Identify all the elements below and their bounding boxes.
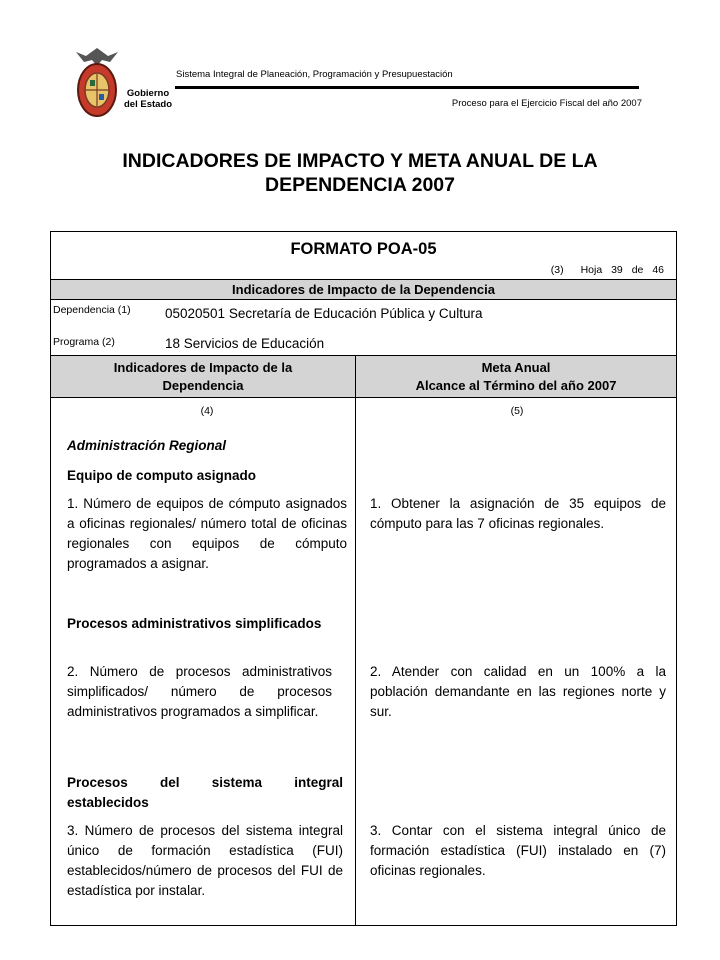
column-header-goal-line2: Alcance al Término del año 2007: [415, 377, 617, 393]
column-header-indicators: [51, 356, 355, 397]
ref-number: (3): [550, 264, 564, 276]
programa-value: 18 Servicios de Educación: [165, 336, 325, 351]
government-line2: del Estado: [124, 99, 173, 110]
government-line1: Gobierno: [126, 88, 170, 99]
goal-2: 2. Atender con calidad en un 100% a la población demandante en las regiones norte y sur.: [370, 664, 666, 719]
programa-label: Programa (2): [53, 336, 115, 348]
column-number-left: (4): [200, 405, 214, 417]
goal-3: 3. Contar con el sistema integral único de formación estadística (FUI) instalado en (7) oficinas regionales.: [370, 823, 666, 878]
column-header-indicators-line2: Dependencia: [162, 377, 244, 393]
form-poa-05: [50, 231, 677, 926]
column-number-right: (5): [510, 405, 524, 417]
column-header-indicators-line1: Indicadores de Impacto de la: [113, 359, 293, 375]
page-title: INDICADORES DE IMPACTO Y META ANUAL DE LA DEPENDENCIA 2007: [122, 150, 598, 196]
sheet-of: de: [631, 264, 644, 276]
region-heading: Administración Regional: [67, 438, 227, 453]
dependencia-value: 05020501 Secretaría de Educación Pública y Cultura: [165, 306, 483, 321]
indicator-1: 1. Número de equipos de cómputo asignados a oficinas regionales/ número total de oficinas regionales con equipos de cómputo programados a asignar.: [67, 496, 347, 571]
section-title: Indicadores de Impacto de la Dependencia: [51, 279, 676, 300]
indicator-2: 2. Número de procesos administrativos simplificados/ número de procesos administrativos programados a simplificar.: [67, 664, 332, 719]
state-coat-of-arms-icon: [72, 44, 122, 120]
column-header-goal: [356, 356, 676, 397]
form-name: FORMATO POA-05: [290, 240, 437, 258]
column-headers: [51, 355, 676, 398]
process-label: Proceso para el Ejercicio Fiscal del año 2007: [451, 98, 642, 109]
sheet-label: Hoja: [580, 264, 603, 276]
group3-heading: Procesos del sistema integral establecidos: [67, 775, 343, 810]
group2-heading: Procesos administrativos simplificados: [67, 616, 322, 631]
government-label: [124, 88, 172, 110]
sheet-number: 39: [611, 264, 623, 276]
indicator-3: 3. Número de procesos del sistema integral único de formación estadística (FUI) establecidos/número de procesos del FUI de estadística por instalar.: [67, 823, 343, 898]
sheet-info: [543, 264, 664, 276]
column-divider: [355, 398, 356, 925]
column-header-goal-line1: Meta Anual: [481, 359, 551, 375]
sheet-total: 46: [652, 264, 664, 276]
group1-heading: Equipo de computo asignado: [67, 468, 256, 483]
goal-1: 1. Obtener la asignación de 35 equipos de cómputo para las 7 oficinas regionales.: [370, 496, 666, 531]
system-name: Sistema Integral de Planeación, Programación y Presupuestación: [176, 69, 453, 80]
header-rule: [175, 86, 639, 89]
dependencia-label: Dependencia (1): [53, 304, 131, 316]
